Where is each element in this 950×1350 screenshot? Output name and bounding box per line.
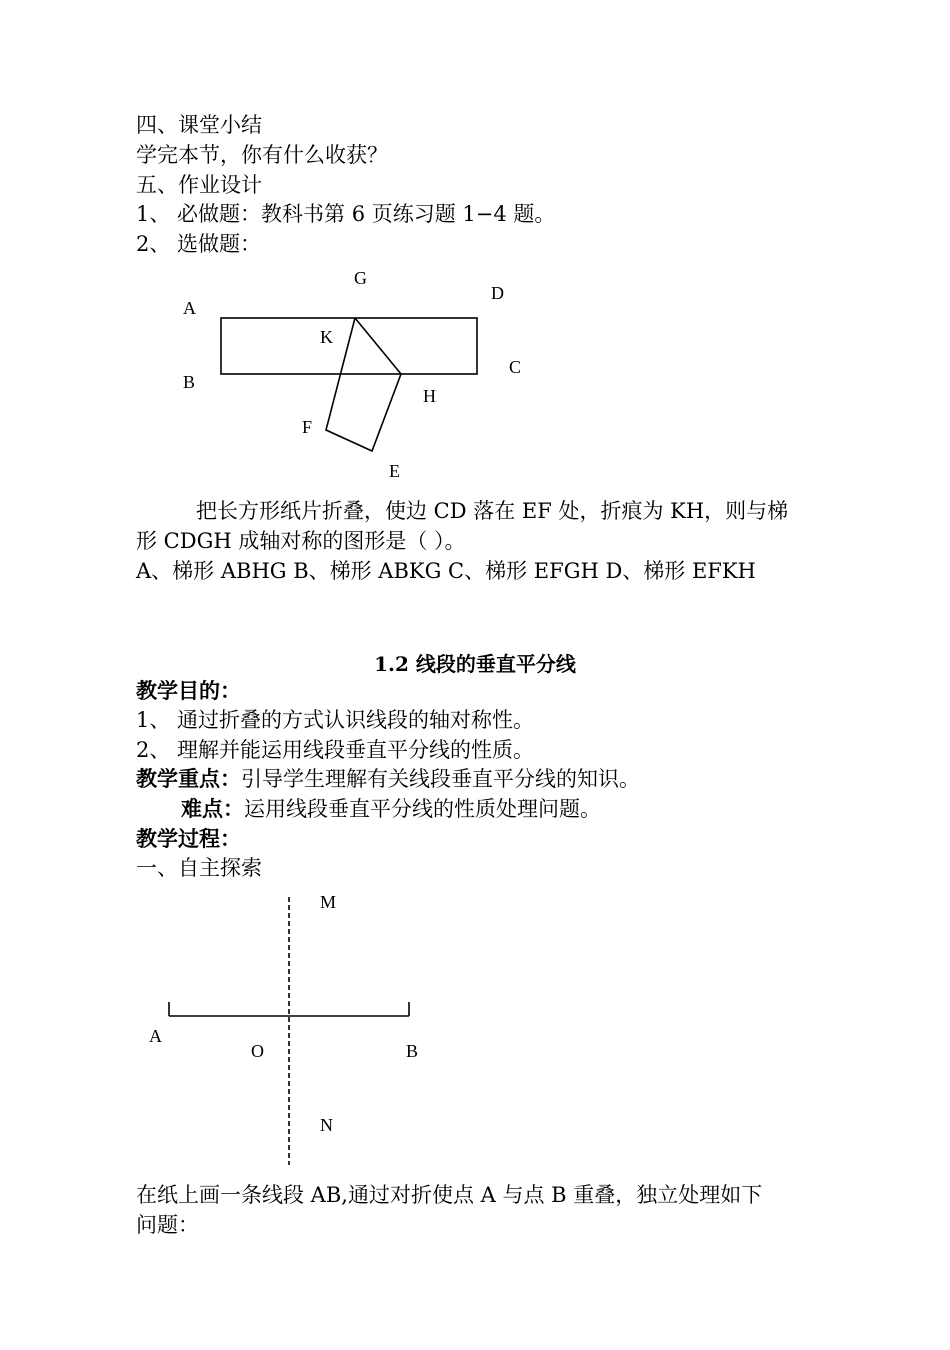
- fold-label-a: A: [183, 298, 196, 318]
- key-point-text: 引导学生理解有关线段垂直平分线的知识。: [241, 767, 640, 791]
- bisector-label-a: A: [149, 1026, 162, 1046]
- lesson-title: 1.2 线段的垂直平分线: [374, 652, 576, 676]
- bisector-label-o: O: [251, 1041, 264, 1061]
- process-heading: 教学过程：: [136, 826, 241, 851]
- key-point-label: 教学重点：: [136, 766, 241, 791]
- fold-label-b: B: [183, 372, 196, 392]
- section-five-heading: 五、作业设计: [136, 173, 262, 197]
- homework-item-required: 1、 必做题：教科书第 6 页练习题 1−4 题。: [136, 202, 556, 226]
- difficulty-label: 难点：: [181, 796, 244, 821]
- fold-label-g: G: [354, 268, 367, 288]
- bisector-label-n: N: [320, 1115, 333, 1135]
- instruction-line-2: 问题：: [136, 1213, 199, 1237]
- part-one-heading: 一、自主探索: [136, 856, 262, 880]
- section-four-heading: 四、课堂小结: [136, 113, 262, 137]
- fold-label-f: F: [302, 417, 313, 437]
- difficulty-text: 运用线段垂直平分线的性质处理问题。: [244, 797, 601, 821]
- goal-item-2: 2、 理解并能运用线段垂直平分线的性质。: [136, 738, 535, 762]
- fold-label-h: H: [423, 386, 436, 406]
- fold-label-k: K: [320, 327, 333, 347]
- fold-label-e: E: [389, 461, 400, 481]
- instruction-line-1: 在纸上画一条线段 AB,通过对折使点 A 与点 B 重叠，独立处理如下: [136, 1183, 763, 1207]
- problem-line-2: 形 CDGH 成轴对称的图形是（ ）。: [136, 529, 466, 553]
- fold-label-c: C: [509, 357, 522, 377]
- summary-question: 学完本节，你有什么收获？: [136, 143, 388, 167]
- goal-item-1: 1、 通过折叠的方式认识线段的轴对称性。: [136, 708, 535, 732]
- bisector-label-m: M: [320, 892, 337, 912]
- problem-line-1: 把长方形纸片折叠，使边 CD 落在 EF 处，折痕为 KH，则与梯: [196, 499, 789, 523]
- bisector-label-b: B: [406, 1041, 419, 1061]
- homework-item-optional: 2、 选做题：: [136, 232, 262, 256]
- fold-label-d: D: [491, 283, 504, 303]
- problem-options: A、梯形 ABHG B、梯形 ABKG C、梯形 EFGH D、梯形 EFKH: [136, 559, 756, 583]
- goal-heading: 教学目的：: [136, 678, 241, 703]
